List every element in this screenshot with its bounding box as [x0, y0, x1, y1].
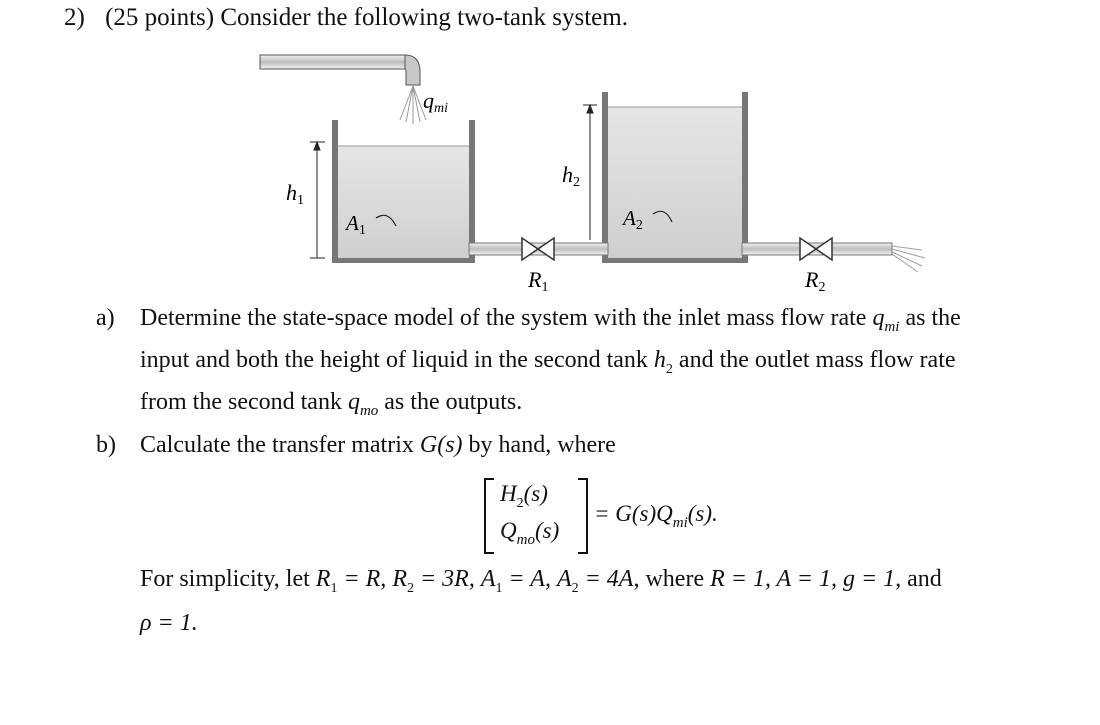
left-bracket	[484, 478, 494, 554]
part-b-line: Calculate the transfer matrix G(s) by hand, where	[140, 432, 616, 458]
equation-rhs: = $G(s)Q_{mi}(s)$.	[594, 501, 718, 531]
tank-1	[335, 120, 472, 260]
a2-label: A2	[623, 206, 643, 233]
part-a-line-3: from the second tank $q_{mo}$ as the outputs.	[140, 389, 523, 419]
problem-header	[64, 4, 628, 32]
problem-text: Consider the following two-tank system.	[220, 4, 628, 31]
outflow-spray	[892, 246, 925, 272]
inlet-pipe	[260, 55, 420, 85]
r2-label: R2	[805, 267, 826, 295]
part-b-marker: b)	[96, 432, 116, 458]
inflow-label: qmi	[423, 88, 448, 116]
right-bracket	[578, 478, 588, 554]
h1-dimension	[310, 142, 325, 258]
two-tank-diagram	[250, 50, 950, 295]
simplicity-line-2: ρ = 1.	[140, 610, 198, 636]
valve-r2-icon	[800, 238, 832, 260]
h2-label: h2	[562, 162, 580, 190]
tank-2	[605, 92, 745, 260]
matrix-row-qmo: $Q_{mo}(s)$	[500, 518, 560, 548]
part-a-line-2: input and both the height of liquid in the second tank $h_2$ and the outlet mass flow rate	[140, 347, 956, 377]
h1-label: h1	[286, 180, 304, 208]
part-a-marker: a)	[96, 305, 115, 331]
h2-dimension	[583, 105, 597, 240]
valve-r1-icon	[522, 238, 554, 260]
a1-label: A1	[346, 211, 366, 238]
output-vector	[484, 478, 588, 554]
part-a-line-1: Determine the state-space model of the system with the inlet mass flow rate $q_{mi}$ as the	[140, 305, 961, 335]
simplicity-line-1: For simplicity, let $R_1 = R$, $R_2 = 3R$, $A_1 = A$, $A_2 = 4A$, where R = 1, A = 1, g = 1, and	[140, 566, 942, 596]
r1-label: R1	[528, 267, 549, 295]
problem-number: 2)	[64, 4, 85, 31]
matrix-row-h2: $H_2(s)$	[500, 481, 548, 511]
problem-points: (25 points)	[105, 4, 215, 31]
